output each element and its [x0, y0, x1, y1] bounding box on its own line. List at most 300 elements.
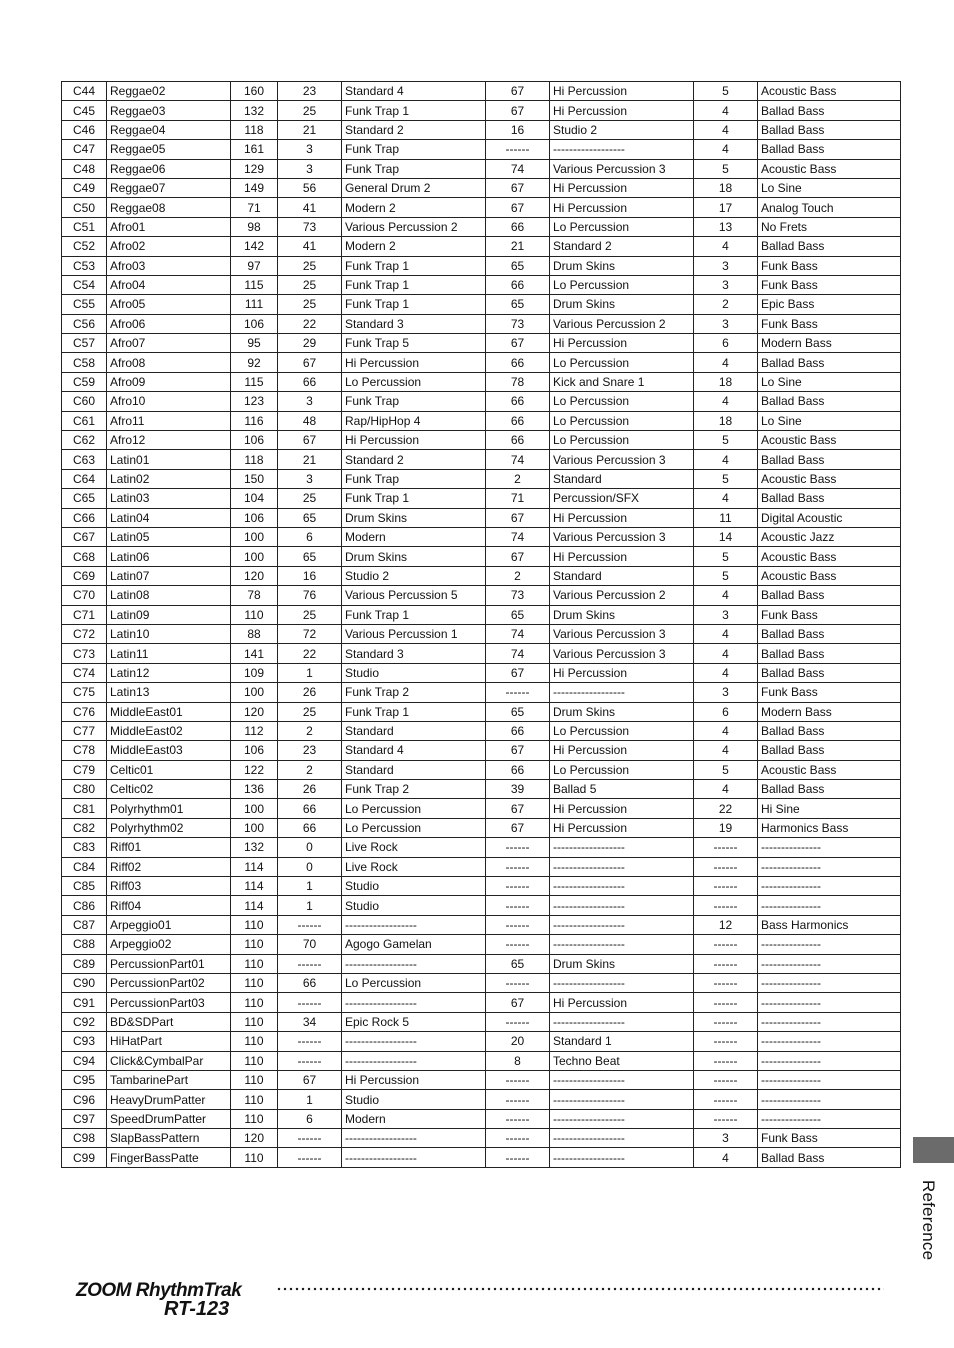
tempo-cell: 106 — [231, 314, 278, 333]
pattern-number-cell: C72 — [62, 624, 107, 643]
tempo-cell: 132 — [231, 101, 278, 120]
pattern-number-cell: C90 — [62, 973, 107, 992]
tempo-cell: 88 — [231, 624, 278, 643]
tempo-cell: 112 — [231, 721, 278, 740]
perc-kit-name-cell: ------------------ — [550, 1012, 694, 1031]
bass-program-name-cell: Ballad Bass — [758, 624, 901, 643]
drum-kit-number-cell: 3 — [278, 392, 342, 411]
bass-program-name-cell: Ballad Bass — [758, 780, 901, 799]
perc-kit-number-cell: 2 — [486, 469, 550, 488]
drum-kit-number-cell: 0 — [278, 838, 342, 857]
perc-kit-number-cell: 66 — [486, 275, 550, 294]
perc-kit-number-cell: 67 — [486, 82, 550, 101]
table-row — [62, 140, 901, 159]
bass-program-number-cell: 13 — [694, 217, 758, 236]
pattern-name-cell: Reggae06 — [107, 159, 231, 178]
drum-kit-name-cell: Standard 3 — [342, 644, 486, 663]
perc-kit-name-cell: Drum Skins — [550, 295, 694, 314]
bass-program-name-cell: Epic Bass — [758, 295, 901, 314]
drum-kit-name-cell: Hi Percussion — [342, 431, 486, 450]
pattern-name-cell: HeavyDrumPatter — [107, 1090, 231, 1109]
table-row — [62, 392, 901, 411]
bass-program-name-cell: Ballad Bass — [758, 721, 901, 740]
table-row — [62, 586, 901, 605]
perc-kit-number-cell: 74 — [486, 644, 550, 663]
pattern-name-cell: Arpeggio02 — [107, 935, 231, 954]
drum-kit-name-cell: Funk Trap 5 — [342, 334, 486, 353]
perc-kit-name-cell: Drum Skins — [550, 702, 694, 721]
pattern-number-cell: C87 — [62, 915, 107, 934]
perc-kit-number-cell: 71 — [486, 489, 550, 508]
perc-kit-name-cell: Lo Percussion — [550, 431, 694, 450]
bass-program-name-cell: --------------- — [758, 973, 901, 992]
tempo-cell: 114 — [231, 877, 278, 896]
drum-kit-number-cell: 2 — [278, 760, 342, 779]
bass-program-name-cell: Ballad Bass — [758, 450, 901, 469]
bass-program-name-cell: --------------- — [758, 1032, 901, 1051]
drum-kit-number-cell: 25 — [278, 256, 342, 275]
perc-kit-name-cell: Hi Percussion — [550, 547, 694, 566]
table-row — [62, 838, 901, 857]
pattern-name-cell: FingerBassPatte — [107, 1148, 231, 1167]
pattern-name-cell: Reggae07 — [107, 178, 231, 197]
table-row — [62, 780, 901, 799]
pattern-number-cell: C57 — [62, 334, 107, 353]
footer-dotted-rule — [276, 1287, 884, 1291]
pattern-name-cell: Latin13 — [107, 683, 231, 702]
drum-kit-name-cell: Live Rock — [342, 838, 486, 857]
bass-program-number-cell: 4 — [694, 1148, 758, 1167]
tempo-cell: 120 — [231, 566, 278, 585]
drum-kit-name-cell: ------------------ — [342, 993, 486, 1012]
drum-kit-name-cell: Funk Trap 1 — [342, 489, 486, 508]
drum-kit-name-cell: Funk Trap 1 — [342, 702, 486, 721]
pattern-number-cell: C51 — [62, 217, 107, 236]
perc-kit-number-cell: 66 — [486, 411, 550, 430]
pattern-name-cell: Riff03 — [107, 877, 231, 896]
drum-kit-name-cell: Standard 2 — [342, 450, 486, 469]
perc-kit-number-cell: 66 — [486, 721, 550, 740]
drum-kit-number-cell: 56 — [278, 178, 342, 197]
pattern-number-cell: C99 — [62, 1148, 107, 1167]
brand-logo-line1: ZOOM RhythmTrak — [76, 1280, 242, 1301]
pattern-name-cell: SpeedDrumPatter — [107, 1109, 231, 1128]
pattern-number-cell: C63 — [62, 450, 107, 469]
perc-kit-number-cell: ------ — [486, 935, 550, 954]
drum-kit-name-cell: Lo Percussion — [342, 372, 486, 391]
bass-program-number-cell: 3 — [694, 1129, 758, 1148]
drum-kit-name-cell: Funk Trap — [342, 140, 486, 159]
drum-kit-name-cell: ------------------ — [342, 1051, 486, 1070]
tempo-cell: 115 — [231, 372, 278, 391]
drum-kit-number-cell: 6 — [278, 1109, 342, 1128]
pattern-name-cell: HiHatPart — [107, 1032, 231, 1051]
pattern-number-cell: C45 — [62, 101, 107, 120]
perc-kit-name-cell: ------------------ — [550, 1070, 694, 1089]
tempo-cell: 110 — [231, 935, 278, 954]
table-row — [62, 954, 901, 973]
perc-kit-number-cell: 67 — [486, 741, 550, 760]
bass-program-number-cell: 4 — [694, 489, 758, 508]
bass-program-number-cell: 5 — [694, 547, 758, 566]
pattern-number-cell: C94 — [62, 1051, 107, 1070]
tempo-cell: 110 — [231, 605, 278, 624]
perc-kit-name-cell: Various Percussion 3 — [550, 644, 694, 663]
drum-kit-name-cell: Funk Trap — [342, 469, 486, 488]
tempo-cell: 110 — [231, 1032, 278, 1051]
drum-kit-number-cell: 34 — [278, 1012, 342, 1031]
perc-kit-name-cell: Standard — [550, 566, 694, 585]
brand-logo-line2: RT-123 — [164, 1298, 230, 1320]
pattern-number-cell: C84 — [62, 857, 107, 876]
drum-kit-name-cell: Agogo Gamelan — [342, 935, 486, 954]
bass-program-number-cell: ------ — [694, 1070, 758, 1089]
pattern-name-cell: Afro02 — [107, 237, 231, 256]
bass-program-number-cell: 3 — [694, 256, 758, 275]
pattern-number-cell: C95 — [62, 1070, 107, 1089]
table-row — [62, 818, 901, 837]
pattern-number-cell: C98 — [62, 1129, 107, 1148]
tempo-cell: 116 — [231, 411, 278, 430]
perc-kit-number-cell: 67 — [486, 178, 550, 197]
perc-kit-name-cell: ------------------ — [550, 1148, 694, 1167]
pattern-number-cell: C83 — [62, 838, 107, 857]
table-row — [62, 508, 901, 527]
drum-kit-number-cell: 26 — [278, 683, 342, 702]
bass-program-number-cell: 18 — [694, 411, 758, 430]
table-row — [62, 178, 901, 197]
bass-program-number-cell: 17 — [694, 198, 758, 217]
drum-kit-number-cell: 25 — [278, 275, 342, 294]
drum-kit-number-cell: 67 — [278, 1070, 342, 1089]
bass-program-name-cell: Acoustic Bass — [758, 431, 901, 450]
tempo-cell: 100 — [231, 527, 278, 546]
drum-kit-number-cell: 72 — [278, 624, 342, 643]
pattern-name-cell: Latin05 — [107, 527, 231, 546]
bass-program-number-cell: ------ — [694, 1090, 758, 1109]
bass-program-number-cell: 4 — [694, 663, 758, 682]
perc-kit-number-cell: 21 — [486, 237, 550, 256]
bass-program-name-cell: Ballad Bass — [758, 586, 901, 605]
drum-kit-name-cell: Hi Percussion — [342, 1070, 486, 1089]
drum-kit-number-cell: 66 — [278, 973, 342, 992]
pattern-name-cell: Celtic02 — [107, 780, 231, 799]
pattern-name-cell: PercussionPart02 — [107, 973, 231, 992]
perc-kit-name-cell: Lo Percussion — [550, 353, 694, 372]
perc-kit-number-cell: ------ — [486, 877, 550, 896]
tempo-cell: 98 — [231, 217, 278, 236]
bass-program-number-cell: 4 — [694, 644, 758, 663]
bass-program-name-cell: Acoustic Bass — [758, 159, 901, 178]
pattern-number-cell: C48 — [62, 159, 107, 178]
bass-program-number-cell: 3 — [694, 683, 758, 702]
perc-kit-name-cell: ------------------ — [550, 857, 694, 876]
pattern-name-cell: Polyrhythm01 — [107, 799, 231, 818]
bass-program-number-cell: 3 — [694, 314, 758, 333]
drum-kit-name-cell: Standard 2 — [342, 120, 486, 139]
pattern-name-cell: Afro03 — [107, 256, 231, 275]
drum-kit-name-cell: Live Rock — [342, 857, 486, 876]
tempo-cell: 141 — [231, 644, 278, 663]
bass-program-name-cell: --------------- — [758, 1051, 901, 1070]
pattern-name-cell: PercussionPart01 — [107, 954, 231, 973]
pattern-name-cell: Afro10 — [107, 392, 231, 411]
perc-kit-number-cell: 65 — [486, 256, 550, 275]
drum-kit-name-cell: Modern 2 — [342, 198, 486, 217]
perc-kit-number-cell: ------ — [486, 1090, 550, 1109]
drum-kit-name-cell: Lo Percussion — [342, 973, 486, 992]
perc-kit-number-cell: ------ — [486, 857, 550, 876]
table-row — [62, 1051, 901, 1070]
tempo-cell: 114 — [231, 857, 278, 876]
pattern-number-cell: C92 — [62, 1012, 107, 1031]
tempo-cell: 120 — [231, 1129, 278, 1148]
bass-program-name-cell: Lo Sine — [758, 372, 901, 391]
drum-kit-number-cell: 23 — [278, 82, 342, 101]
perc-kit-name-cell: Various Percussion 3 — [550, 159, 694, 178]
drum-kit-name-cell: Drum Skins — [342, 508, 486, 527]
pattern-name-cell: PercussionPart03 — [107, 993, 231, 1012]
bass-program-name-cell: Modern Bass — [758, 334, 901, 353]
table-row — [62, 256, 901, 275]
drum-kit-number-cell: 3 — [278, 469, 342, 488]
drum-kit-number-cell: 3 — [278, 159, 342, 178]
pattern-number-cell: C78 — [62, 741, 107, 760]
perc-kit-name-cell: Lo Percussion — [550, 411, 694, 430]
drum-kit-number-cell: 41 — [278, 198, 342, 217]
drum-kit-name-cell: Various Percussion 2 — [342, 217, 486, 236]
drum-kit-name-cell: Modern — [342, 1109, 486, 1128]
drum-kit-number-cell: 26 — [278, 780, 342, 799]
drum-kit-number-cell: 22 — [278, 644, 342, 663]
perc-kit-name-cell: ------------------ — [550, 896, 694, 915]
perc-kit-name-cell: ------------------ — [550, 140, 694, 159]
perc-kit-name-cell: ------------------ — [550, 973, 694, 992]
drum-kit-number-cell: 21 — [278, 450, 342, 469]
perc-kit-name-cell: Lo Percussion — [550, 721, 694, 740]
drum-kit-name-cell: Funk Trap 1 — [342, 101, 486, 120]
bass-program-name-cell: Acoustic Bass — [758, 469, 901, 488]
drum-kit-number-cell: 1 — [278, 1090, 342, 1109]
bass-program-number-cell: 5 — [694, 431, 758, 450]
perc-kit-number-cell: ------ — [486, 140, 550, 159]
drum-kit-number-cell: 2 — [278, 721, 342, 740]
perc-kit-name-cell: Kick and Snare 1 — [550, 372, 694, 391]
tempo-cell: 118 — [231, 450, 278, 469]
tempo-cell: 100 — [231, 547, 278, 566]
table-row — [62, 663, 901, 682]
drum-kit-name-cell: Epic Rock 5 — [342, 1012, 486, 1031]
tempo-cell: 110 — [231, 1070, 278, 1089]
drum-kit-number-cell: 67 — [278, 431, 342, 450]
perc-kit-name-cell: Hi Percussion — [550, 799, 694, 818]
pattern-number-cell: C68 — [62, 547, 107, 566]
pattern-number-cell: C74 — [62, 663, 107, 682]
bass-program-number-cell: ------ — [694, 838, 758, 857]
drum-kit-name-cell: Rap/HipHop 4 — [342, 411, 486, 430]
drum-kit-name-cell: Drum Skins — [342, 547, 486, 566]
bass-program-name-cell: Lo Sine — [758, 411, 901, 430]
bass-program-number-cell: 4 — [694, 101, 758, 120]
pattern-name-cell: Riff04 — [107, 896, 231, 915]
drum-kit-number-cell: 41 — [278, 237, 342, 256]
drum-kit-name-cell: ------------------ — [342, 1129, 486, 1148]
pattern-number-cell: C59 — [62, 372, 107, 391]
pattern-number-cell: C76 — [62, 702, 107, 721]
drum-kit-number-cell: 25 — [278, 702, 342, 721]
pattern-number-cell: C60 — [62, 392, 107, 411]
pattern-number-cell: C70 — [62, 586, 107, 605]
table-row — [62, 198, 901, 217]
drum-kit-name-cell: Funk Trap 2 — [342, 780, 486, 799]
bass-program-name-cell: --------------- — [758, 993, 901, 1012]
bass-program-name-cell: --------------- — [758, 935, 901, 954]
bass-program-name-cell: --------------- — [758, 954, 901, 973]
bass-program-number-cell: 4 — [694, 450, 758, 469]
bass-program-name-cell: Ballad Bass — [758, 237, 901, 256]
bass-program-number-cell: 6 — [694, 334, 758, 353]
perc-kit-name-cell: Various Percussion 3 — [550, 624, 694, 643]
perc-kit-number-cell: 65 — [486, 295, 550, 314]
tempo-cell: 129 — [231, 159, 278, 178]
drum-kit-name-cell: Studio — [342, 1090, 486, 1109]
perc-kit-number-cell: 66 — [486, 353, 550, 372]
pattern-number-cell: C56 — [62, 314, 107, 333]
bass-program-name-cell: Digital Acoustic — [758, 508, 901, 527]
perc-kit-name-cell: Standard 1 — [550, 1032, 694, 1051]
drum-kit-name-cell: Funk Trap 2 — [342, 683, 486, 702]
table-row — [62, 411, 901, 430]
pattern-name-cell: Latin06 — [107, 547, 231, 566]
bass-program-number-cell: ------ — [694, 935, 758, 954]
bass-program-name-cell: Funk Bass — [758, 605, 901, 624]
tempo-cell: 160 — [231, 82, 278, 101]
pattern-number-cell: C67 — [62, 527, 107, 546]
bass-program-name-cell: --------------- — [758, 877, 901, 896]
pattern-number-cell: C71 — [62, 605, 107, 624]
bass-program-name-cell: Analog Touch — [758, 198, 901, 217]
drum-kit-name-cell: ------------------ — [342, 1148, 486, 1167]
bass-program-number-cell: 11 — [694, 508, 758, 527]
drum-kit-number-cell: 25 — [278, 101, 342, 120]
pattern-number-cell: C80 — [62, 780, 107, 799]
table-row — [62, 489, 901, 508]
table-row — [62, 527, 901, 546]
pattern-name-cell: Latin01 — [107, 450, 231, 469]
perc-kit-number-cell: 67 — [486, 799, 550, 818]
bass-program-name-cell: Hi Sine — [758, 799, 901, 818]
pattern-name-cell: Click&CymbalPar — [107, 1051, 231, 1070]
pattern-name-cell: Latin08 — [107, 586, 231, 605]
table-row — [62, 935, 901, 954]
drum-kit-name-cell: Standard 3 — [342, 314, 486, 333]
drum-kit-name-cell: Funk Trap 1 — [342, 275, 486, 294]
table-row — [62, 566, 901, 585]
bass-program-number-cell: 4 — [694, 586, 758, 605]
drum-kit-number-cell: 70 — [278, 935, 342, 954]
table-row — [62, 915, 901, 934]
perc-kit-name-cell: Hi Percussion — [550, 818, 694, 837]
pattern-number-cell: C85 — [62, 877, 107, 896]
tempo-cell: 100 — [231, 818, 278, 837]
drum-kit-number-cell: 25 — [278, 605, 342, 624]
drum-kit-name-cell: Standard — [342, 760, 486, 779]
bass-program-number-cell: 3 — [694, 275, 758, 294]
bass-program-number-cell: 4 — [694, 721, 758, 740]
table-row — [62, 1109, 901, 1128]
table-row — [62, 469, 901, 488]
tempo-cell: 110 — [231, 1090, 278, 1109]
table-row — [62, 799, 901, 818]
perc-kit-name-cell: Drum Skins — [550, 954, 694, 973]
bass-program-number-cell: 5 — [694, 566, 758, 585]
pattern-name-cell: Riff02 — [107, 857, 231, 876]
pattern-name-cell: Riff01 — [107, 838, 231, 857]
perc-kit-name-cell: Hi Percussion — [550, 178, 694, 197]
bass-program-name-cell: --------------- — [758, 896, 901, 915]
perc-kit-name-cell: Drum Skins — [550, 256, 694, 275]
table-row — [62, 1148, 901, 1167]
section-label-reference: Reference — [919, 1180, 938, 1261]
perc-kit-number-cell: ------ — [486, 683, 550, 702]
pattern-name-cell: Latin03 — [107, 489, 231, 508]
perc-kit-number-cell: 74 — [486, 450, 550, 469]
perc-kit-number-cell: 66 — [486, 392, 550, 411]
pattern-name-cell: SlapBassPattern — [107, 1129, 231, 1148]
bass-program-name-cell: Modern Bass — [758, 702, 901, 721]
table-row — [62, 1012, 901, 1031]
perc-kit-number-cell: 67 — [486, 101, 550, 120]
pattern-number-cell: C46 — [62, 120, 107, 139]
table-row — [62, 721, 901, 740]
pattern-name-cell: Polyrhythm02 — [107, 818, 231, 837]
table-row — [62, 353, 901, 372]
tempo-cell: 110 — [231, 973, 278, 992]
perc-kit-name-cell: Lo Percussion — [550, 760, 694, 779]
tempo-cell: 100 — [231, 683, 278, 702]
bass-program-number-cell: 12 — [694, 915, 758, 934]
tempo-cell: 149 — [231, 178, 278, 197]
drum-kit-name-cell: Standard 4 — [342, 741, 486, 760]
tempo-cell: 109 — [231, 663, 278, 682]
bass-program-name-cell: Ballad Bass — [758, 1148, 901, 1167]
pattern-number-cell: C44 — [62, 82, 107, 101]
bass-program-name-cell: Acoustic Bass — [758, 760, 901, 779]
bass-program-name-cell: Ballad Bass — [758, 489, 901, 508]
perc-kit-number-cell: 65 — [486, 954, 550, 973]
drum-kit-number-cell: 66 — [278, 372, 342, 391]
table-row — [62, 760, 901, 779]
bass-program-name-cell: Funk Bass — [758, 275, 901, 294]
table-row — [62, 683, 901, 702]
perc-kit-name-cell: Hi Percussion — [550, 993, 694, 1012]
drum-kit-number-cell: ------ — [278, 915, 342, 934]
bass-program-number-cell: 19 — [694, 818, 758, 837]
drum-kit-number-cell: 65 — [278, 508, 342, 527]
perc-kit-name-cell: Various Percussion 3 — [550, 450, 694, 469]
bass-program-number-cell: ------ — [694, 1032, 758, 1051]
drum-kit-number-cell: ------ — [278, 1148, 342, 1167]
pattern-number-cell: C75 — [62, 683, 107, 702]
tempo-cell: 132 — [231, 838, 278, 857]
perc-kit-name-cell: Various Percussion 3 — [550, 527, 694, 546]
pattern-number-cell: C61 — [62, 411, 107, 430]
pattern-name-cell: MiddleEast03 — [107, 741, 231, 760]
pattern-number-cell: C97 — [62, 1109, 107, 1128]
pattern-name-cell: Afro04 — [107, 275, 231, 294]
pattern-name-cell: Afro08 — [107, 353, 231, 372]
pattern-name-cell: Arpeggio01 — [107, 915, 231, 934]
